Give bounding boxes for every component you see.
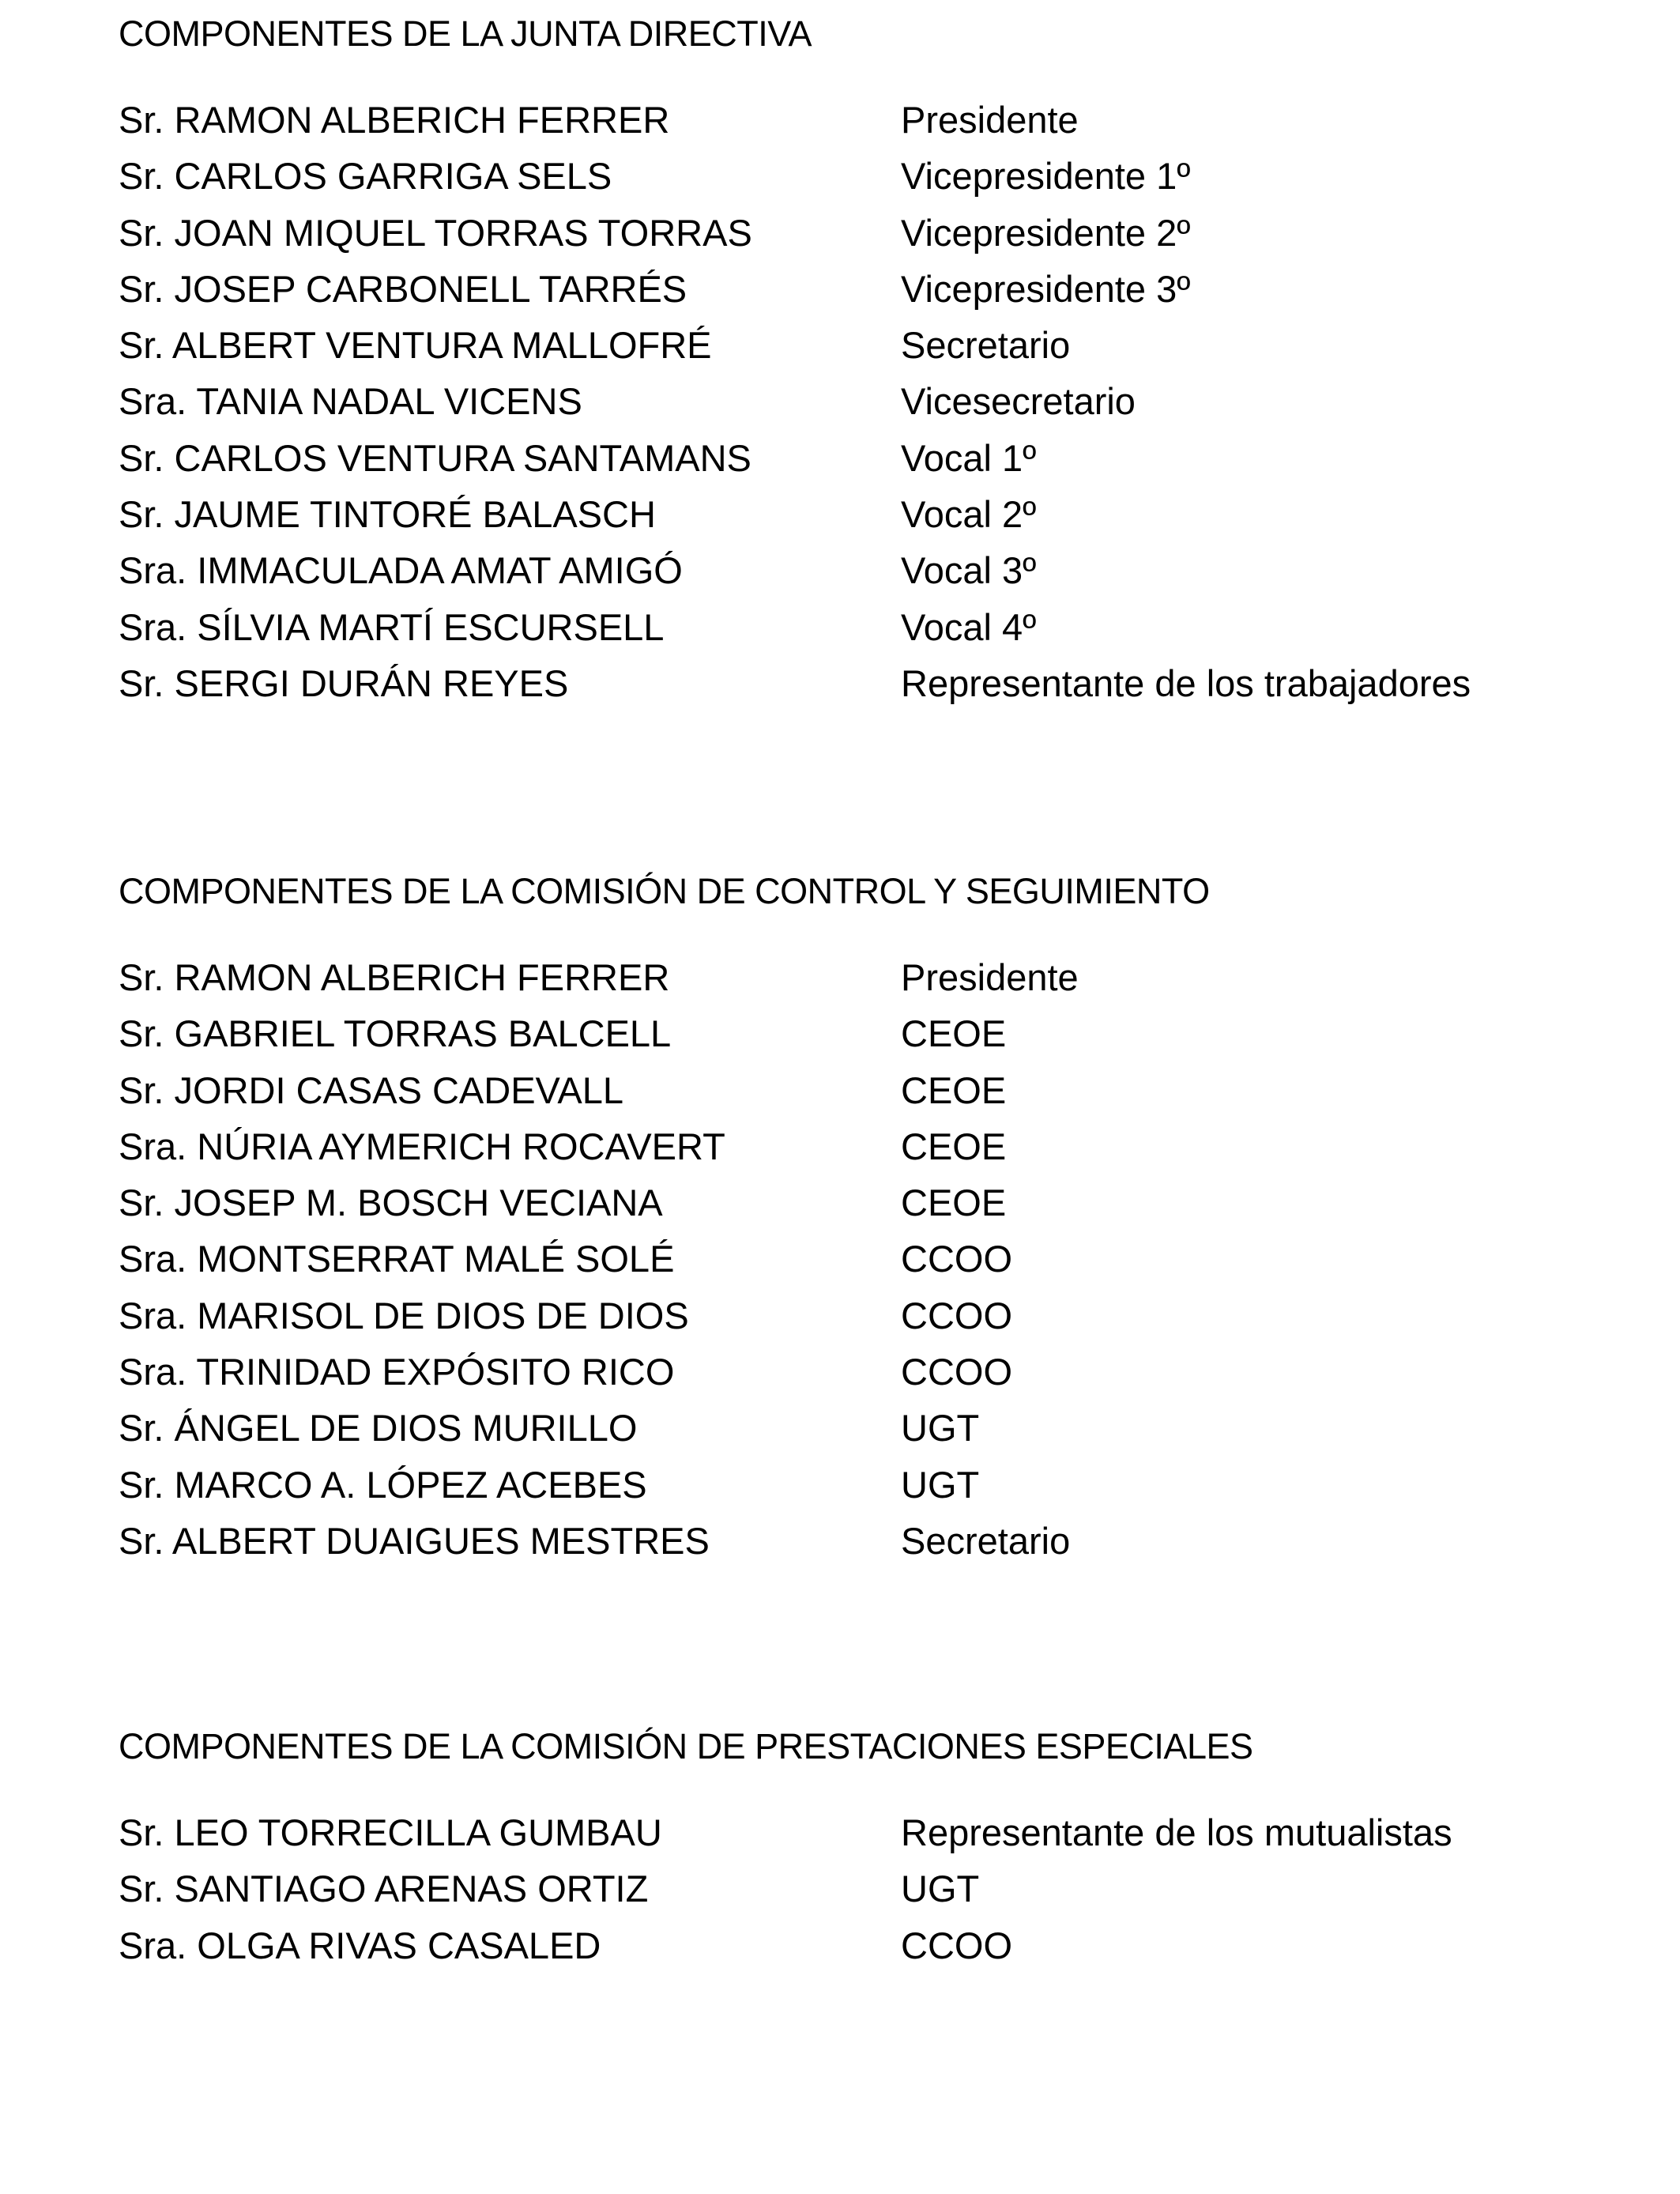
member-name: Sr. MARCO A. LÓPEZ ACEBES — [119, 1463, 647, 1506]
member-role: Secretario — [901, 324, 1071, 367]
section-comision-prestaciones — [119, 1725, 1541, 1973]
member-role: UGT — [901, 1407, 980, 1449]
member-role: Vocal 3º — [901, 549, 1037, 592]
member-role: Vicepresidente 2º — [901, 211, 1191, 254]
section-comision-control — [119, 870, 1541, 1569]
member-name: Sra. MONTSERRAT MALÉ SOLÉ — [119, 1238, 675, 1280]
member-name: Sr. JOAN MIQUEL TORRAS TORRAS — [119, 211, 752, 254]
member-role: Representante de los trabajadores — [901, 662, 1471, 704]
member-role: Presidente — [901, 956, 1079, 998]
member-role: UGT — [901, 1868, 980, 1910]
member-row — [119, 1860, 1541, 1917]
member-name: Sra. SÍLVIA MARTÍ ESCURSELL — [119, 605, 665, 648]
member-row — [119, 1174, 1541, 1231]
member-name: Sra. NÚRIA AYMERICH ROCAVERT — [119, 1125, 725, 1167]
member-role: Vocal 4º — [901, 605, 1037, 648]
member-list — [119, 92, 1541, 711]
member-row — [119, 1513, 1541, 1569]
member-role: CCOO — [901, 1238, 1012, 1280]
section-title: COMPONENTES DE LA JUNTA DIRECTIVA — [119, 13, 812, 54]
member-name: Sr. GABRIEL TORRAS BALCELL — [119, 1012, 672, 1055]
member-name: Sr. ALBERT VENTURA MALLOFRÉ — [119, 324, 712, 367]
member-row — [119, 1062, 1541, 1118]
member-role: Secretario — [901, 1519, 1071, 1562]
member-role: Vocal 1º — [901, 436, 1037, 479]
member-role: UGT — [901, 1463, 980, 1506]
member-role: CEOE — [901, 1069, 1007, 1111]
member-name: Sr. JAUME TINTORÉ BALASCH — [119, 493, 656, 536]
member-role: Representante de los mutualistas — [901, 1811, 1452, 1853]
member-name: Sra. OLGA RIVAS CASALED — [119, 1924, 601, 1966]
member-role: CCOO — [901, 1924, 1012, 1966]
member-role: CEOE — [901, 1125, 1007, 1167]
member-name: Sra. IMMACULADA AMAT AMIGÓ — [119, 549, 683, 592]
member-name: Sr. SANTIAGO ARENAS ORTIZ — [119, 1868, 649, 1910]
member-name: Sr. RAMON ALBERICH FERRER — [119, 956, 670, 998]
member-row — [119, 486, 1541, 542]
member-name: Sr. JORDI CASAS CADEVALL — [119, 1069, 624, 1111]
member-row — [119, 205, 1541, 261]
member-row — [119, 949, 1541, 1005]
member-row — [119, 373, 1541, 429]
member-row — [119, 1400, 1541, 1456]
member-role: Presidente — [901, 99, 1079, 141]
member-name: Sr. CARLOS GARRIGA SELS — [119, 155, 612, 198]
member-role: CCOO — [901, 1294, 1012, 1336]
member-row — [119, 1231, 1541, 1287]
member-role: CCOO — [901, 1351, 1012, 1393]
member-row — [119, 1005, 1541, 1061]
member-role: Vicesecretario — [901, 380, 1136, 423]
member-row — [119, 599, 1541, 655]
member-name: Sr. RAMON ALBERICH FERRER — [119, 99, 670, 141]
member-name: Sr. JOSEP CARBONELL TARRÉS — [119, 267, 687, 310]
member-row — [119, 317, 1541, 373]
member-name: Sr. ÁNGEL DE DIOS MURILLO — [119, 1407, 638, 1449]
member-row — [119, 92, 1541, 148]
member-name: Sr. SERGI DURÁN REYES — [119, 662, 569, 704]
member-name: Sr. CARLOS VENTURA SANTAMANS — [119, 436, 751, 479]
member-row — [119, 542, 1541, 598]
section-title: COMPONENTES DE LA COMISIÓN DE PRESTACIONES ESPECIALES — [119, 1726, 1253, 1766]
member-name: Sra. MARISOL DE DIOS DE DIOS — [119, 1294, 689, 1336]
section-title: COMPONENTES DE LA COMISIÓN DE CONTROL Y SEGUIMIENTO — [119, 871, 1210, 911]
member-name: Sra. TRINIDAD EXPÓSITO RICO — [119, 1351, 675, 1393]
member-role: CEOE — [901, 1182, 1007, 1224]
member-row — [119, 1804, 1541, 1860]
member-name: Sr. ALBERT DUAIGUES MESTRES — [119, 1519, 710, 1562]
member-row — [119, 1287, 1541, 1344]
member-name: Sr. JOSEP M. BOSCH VECIANA — [119, 1182, 663, 1224]
member-name: Sra. TANIA NADAL VICENS — [119, 380, 582, 423]
member-row — [119, 261, 1541, 317]
member-role: Vicepresidente 3º — [901, 267, 1191, 310]
member-row — [119, 430, 1541, 486]
member-row — [119, 1344, 1541, 1400]
member-row — [119, 655, 1541, 711]
member-name: Sr. LEO TORRECILLA GUMBAU — [119, 1811, 662, 1853]
member-row — [119, 1118, 1541, 1174]
section-junta-directiva — [119, 13, 1541, 711]
member-role: CEOE — [901, 1012, 1007, 1055]
member-list — [119, 949, 1541, 1569]
member-list — [119, 1804, 1541, 1973]
member-row — [119, 148, 1541, 204]
member-role: Vicepresidente 1º — [901, 155, 1191, 198]
member-row — [119, 1917, 1541, 1973]
member-row — [119, 1457, 1541, 1513]
member-role: Vocal 2º — [901, 493, 1037, 536]
